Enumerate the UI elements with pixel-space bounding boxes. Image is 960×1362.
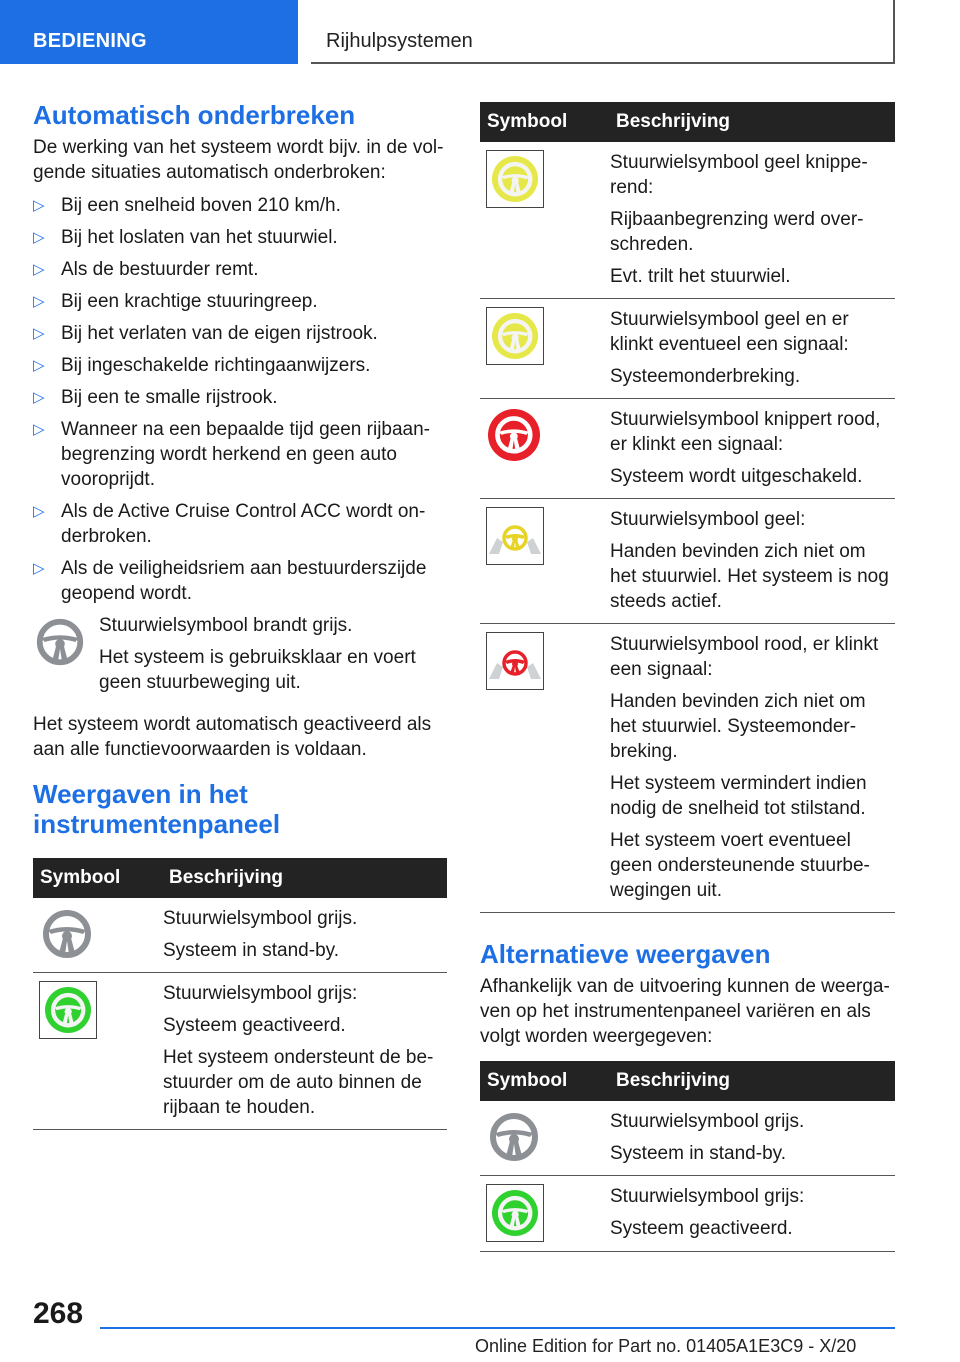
- page-number: 268: [33, 1297, 84, 1330]
- row-text: Systeem in stand-by.: [610, 1143, 787, 1164]
- alt-symbol-table: [480, 1061, 895, 1252]
- bullet-item: ▷ Als de veiligheidsriem aan bestuurderszijde geopend wordt.: [33, 556, 447, 606]
- header-title-box: [311, 0, 895, 64]
- hands-wheel-red-icon: [486, 632, 544, 690]
- table-row: [480, 1101, 895, 1176]
- icon-note-line: Het systeem is gebruiksklaar en voert geen stuurbeweging uit.: [99, 647, 416, 693]
- footer-divider: [100, 1327, 895, 1329]
- bullet-item: ▷ Bij een te smalle rijstrook.: [33, 385, 447, 410]
- alt-intro-text: Afhankelijk van de uitvoering kunnen de weerga-ven op het instrumentenpaneel variëren en als volgt worden weergegeven:: [480, 976, 890, 1047]
- table-header-description: Beschrijving: [610, 1061, 895, 1101]
- table-row: [480, 142, 895, 299]
- row-text: Handen bevinden zich niet om het stuurwiel. Het systeem is nog steeds actief.: [610, 541, 889, 612]
- row-text: Stuurwielsymbool rood, er klinkt een signaal:: [610, 634, 879, 680]
- table-header-symbol: Symbool: [33, 858, 163, 898]
- steering-wheel-green-icon: [486, 1184, 544, 1242]
- table-header-symbol: Symbool: [480, 102, 610, 142]
- steering-wheel-grey-icon: [39, 906, 95, 962]
- edition-text: Online Edition for Part no. 01405A1E3C9 - X/20: [475, 1336, 857, 1356]
- table-header-description: Beschrijving: [610, 102, 895, 142]
- bullet-item: ▷ Bij een snelheid boven 210 km/h.: [33, 193, 447, 218]
- bullet-item: ▷ Wanneer na een bepaalde tijd geen rijbaan-begrenzing wordt herkend en geen auto vooroprijdt.: [33, 417, 447, 492]
- row-text: Evt. trilt het stuurwiel.: [610, 266, 791, 287]
- table-row: [33, 898, 447, 973]
- row-text: Het systeem vermindert indien nodig de snelheid tot stilstand.: [610, 773, 867, 819]
- table-header-symbol: Symbool: [480, 1061, 610, 1101]
- heading-weergaven: Weergaven in het instrumentenpaneel: [33, 779, 281, 839]
- left-column: [33, 100, 447, 1130]
- row-text: Systeemonderbreking.: [610, 366, 801, 387]
- steering-wheel-yellow-icon: [486, 150, 544, 208]
- row-text: Rijbaanbegrenzing werd over-schreden.: [610, 209, 864, 255]
- row-text: Stuurwielsymbool geel:: [610, 509, 806, 530]
- auto-activate-text: Het systeem wordt automatisch geactiveerd als aan alle functievoorwaarden is voldaan.: [33, 714, 432, 760]
- steering-wheel-red-icon: [486, 407, 542, 463]
- table-row: [480, 499, 895, 624]
- row-text: Systeem wordt uitgeschakeld.: [610, 466, 863, 487]
- heading-alternatieve-weergaven: Alternatieve weergaven: [480, 939, 771, 969]
- bullet-item: ▷ Als de bestuurder remt.: [33, 257, 447, 282]
- symbol-table-continued: [480, 102, 895, 913]
- intro-text: De werking van het systeem wordt bijv. in de vol-gende situaties automatisch onderbroken:: [33, 137, 444, 183]
- row-text: Stuurwielsymbool grijs.: [610, 1111, 805, 1132]
- row-text: Handen bevinden zich niet om het stuurwiel. Systeemonder-breking.: [610, 691, 866, 762]
- table-header-description: Beschrijving: [163, 858, 447, 898]
- row-text: Stuurwielsymbool knippert rood, er klinkt een signaal:: [610, 409, 881, 455]
- row-text: Het systeem voert eventueel geen ondersteunende stuurbe-wegingen uit.: [610, 830, 870, 901]
- row-text: Systeem geactiveerd.: [610, 1218, 793, 1239]
- steering-wheel-yellow-icon: [486, 307, 544, 365]
- steering-wheel-green-icon: [39, 981, 97, 1039]
- icon-note: [33, 613, 447, 697]
- header-section-label: BEDIENING: [33, 30, 147, 52]
- heading-automatisch-onderbreken: Automatisch onderbreken: [33, 100, 356, 130]
- bullet-item: ▷ Bij het loslaten van het stuurwiel.: [33, 225, 447, 250]
- symbol-table: [33, 858, 447, 1130]
- right-column: [480, 102, 895, 1252]
- interrupt-bullet-list: [33, 193, 447, 606]
- row-text: Systeem geactiveerd.: [163, 1015, 346, 1036]
- row-text: Stuurwielsymbool grijs:: [610, 1186, 805, 1207]
- bullet-item: ▷ Als de Active Cruise Control ACC wordt on-derbroken.: [33, 499, 447, 549]
- row-text: Het systeem ondersteunt de be-stuurder om de auto binnen de rijbaan te houden.: [163, 1047, 434, 1118]
- row-text: Systeem in stand-by.: [163, 940, 340, 961]
- row-text: Stuurwielsymbool geel en er klinkt eventueel een signaal:: [610, 309, 849, 355]
- table-row: [33, 973, 447, 1130]
- row-text: Stuurwielsymbool grijs.: [163, 908, 358, 929]
- table-row: [480, 1176, 895, 1252]
- icon-note-line: Stuurwielsymbool brandt grijs.: [99, 615, 353, 636]
- hands-wheel-yellow-icon: [486, 507, 544, 565]
- steering-wheel-grey-icon: [33, 615, 87, 669]
- row-text: Stuurwielsymbool grijs:: [163, 983, 358, 1004]
- header-section-tab: [0, 0, 298, 64]
- table-row: [480, 624, 895, 913]
- row-text: Stuurwielsymbool geel knippe-rend:: [610, 152, 868, 198]
- bullet-item: ▷ Bij het verlaten van de eigen rijstrook.: [33, 321, 447, 346]
- table-row: [480, 299, 895, 399]
- bullet-item: ▷ Bij een krachtige stuuringreep.: [33, 289, 447, 314]
- table-row: [480, 399, 895, 499]
- bullet-item: ▷ Bij ingeschakelde richtingaanwijzers.: [33, 353, 447, 378]
- steering-wheel-grey-icon: [486, 1109, 542, 1165]
- header-title: Rijhulpsystemen: [326, 30, 473, 52]
